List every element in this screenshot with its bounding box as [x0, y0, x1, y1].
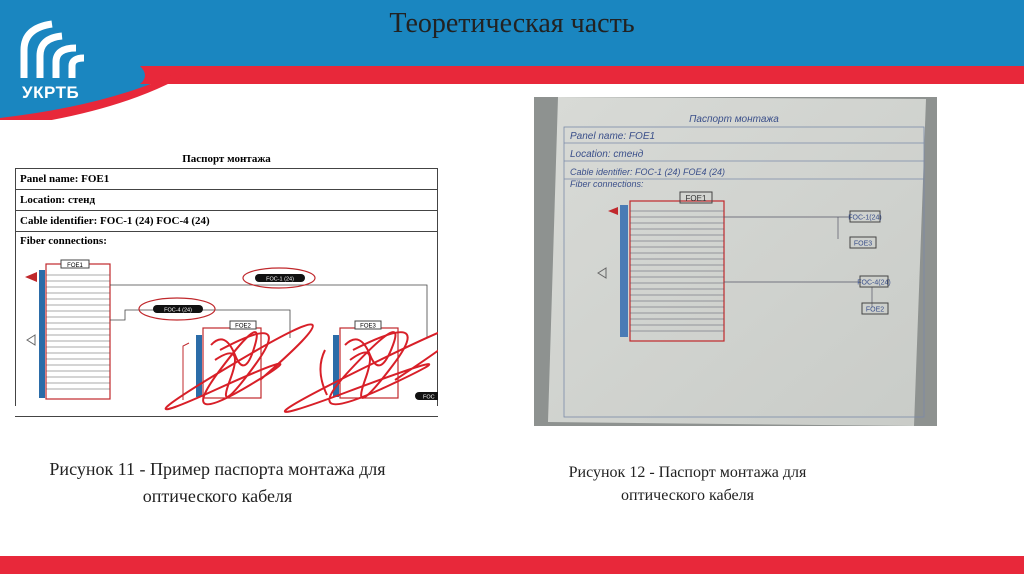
red-arrow-icon	[25, 272, 37, 282]
paper-sheet	[548, 97, 926, 426]
foc4-label: FOC-4(24)	[857, 279, 891, 287]
foe2-label: FOE2	[235, 323, 251, 330]
panel-name-cell: Panel name: FOE1	[16, 169, 438, 190]
figure-1-bottom-border	[15, 416, 438, 417]
panel-strip	[620, 205, 628, 337]
table-row	[16, 190, 438, 211]
foe2-panel-frame	[203, 328, 261, 398]
slide-title: Теоретическая часть	[389, 8, 635, 39]
table-row	[16, 169, 438, 190]
foe1-strip	[39, 270, 45, 398]
figure-2-photo	[534, 97, 937, 426]
figure-1-mounting-passport	[15, 150, 438, 417]
figure-1-caption: Рисунок 11 - Пример паспорта монтажа для оптического кабеля	[49, 459, 386, 506]
figure-1-title: Паспорт монтажа	[182, 153, 271, 165]
foc4-label: FOC-4 (24)	[164, 307, 192, 314]
foe1-panel-frame	[46, 264, 110, 399]
panel-fiber-rows	[630, 211, 724, 331]
handwritten-panel-name: Panel name: FOE1	[570, 131, 656, 142]
header-red-stripe	[140, 66, 1024, 84]
foc-cut-label: FOC	[423, 394, 435, 401]
handwritten-fiber-connections: Fiber connections:	[570, 179, 644, 189]
logo-text: УКРТБ	[22, 83, 80, 102]
figure-2-drawing	[534, 97, 937, 426]
foc1-label: FOC-1 (24)	[266, 276, 294, 283]
foe1-label: FOE1	[685, 194, 707, 203]
location-cell: Location: стенд	[16, 190, 438, 211]
handwritten-location: Location: стенд	[570, 149, 644, 160]
table-row	[16, 211, 438, 232]
figure-1-diagram	[15, 250, 438, 417]
foe2-strip	[196, 335, 202, 397]
footer-red-bar	[0, 556, 1024, 574]
foe1-label: FOE1	[67, 263, 83, 269]
header-white-line	[150, 84, 1024, 88]
handwritten-title: Паспорт монтажа	[689, 114, 779, 125]
foe1-fiber-rows	[46, 275, 110, 389]
foe3-label: FOE3	[360, 323, 376, 330]
foe2-label: FOE2	[865, 306, 885, 314]
fiber-connections-cell: Fiber connections:	[16, 232, 438, 407]
triangle-marker-icon	[27, 335, 35, 345]
figure-2-caption: Рисунок 12 - Паспорт монтажа для оптического кабеля	[568, 464, 807, 504]
foc1-label: FOC-1(24)	[848, 214, 882, 222]
handwritten-cable-identifier: Cable identifier: FOC-1 (24) FOE4 (24)	[570, 167, 726, 177]
foe2-scribble	[166, 324, 313, 409]
cable-identifier-cell: Cable identifier: FOC-1 (24) FOC-4 (24)	[16, 211, 438, 232]
foe3-label: FOE3	[853, 240, 873, 248]
